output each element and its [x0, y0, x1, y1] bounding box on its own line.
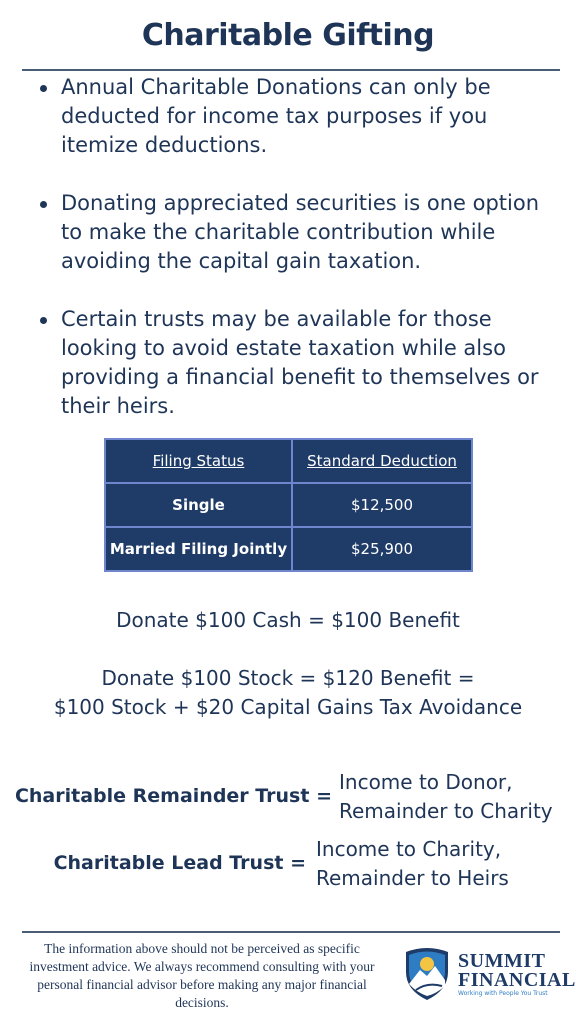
table-header-filing-status: Filing Status — [105, 439, 292, 483]
lead-trust-label: Charitable Lead Trust = — [53, 852, 306, 874]
lead-trust-line2: Remainder to Heirs — [316, 866, 509, 890]
bullet-item: Certain trusts may be available for those looking to avoid estate taxation while also providing a financial benefit to themselves or their heirs. — [22, 305, 552, 421]
table-cell-deduction: $12,500 — [292, 483, 472, 527]
mountain-shield-icon — [402, 946, 452, 1002]
bullet-item: Annual Charitable Donations can only be deducted for income tax purposes if you itemize deductions. — [22, 73, 552, 160]
bullet-list — [22, 73, 552, 450]
table-cell-filing-status: Single — [105, 483, 292, 527]
page-title: Charitable Gifting — [141, 18, 435, 53]
logo-wordmark — [458, 952, 576, 990]
lead-trust-line1: Income to Charity, — [316, 837, 502, 861]
title-divider — [22, 69, 560, 71]
logo-name-line2: FINANCIAL — [458, 969, 576, 991]
standard-deduction-table — [104, 438, 473, 572]
table-row — [105, 483, 472, 527]
table-cell-deduction: $25,900 — [292, 527, 472, 571]
disclaimer-text: The information above should not be perceived as specific investment advice. We always recommend consulting with your personal financial advisor before making any major financial decisions. — [29, 941, 375, 1010]
table-header-row — [105, 439, 472, 483]
table-cell-filing-status: Married Filing Jointly — [105, 527, 292, 571]
remainder-trust-line2: Remainder to Charity — [339, 799, 553, 823]
logo-name-line1: SUMMIT — [458, 950, 546, 972]
footer-divider — [22, 931, 560, 933]
cash-donation-equation: Donate $100 Cash = $100 Benefit — [116, 608, 460, 632]
stock-donation-equation-line1: Donate $100 Stock = $120 Benefit = — [101, 666, 475, 690]
summit-financial-logo — [402, 944, 576, 1004]
remainder-trust-line1: Income to Donor, — [339, 770, 513, 794]
table-row — [105, 527, 472, 571]
logo-tagline: Working with People You Trust — [458, 990, 548, 997]
remainder-trust-label: Charitable Remainder Trust = — [14, 785, 332, 807]
bullet-item: Donating appreciated securities is one option to make the charitable contribution while avoiding the capital gain taxation. — [22, 189, 552, 276]
stock-donation-equation-line2: $100 Stock + $20 Capital Gains Tax Avoidance — [53, 695, 523, 719]
table-header-standard-deduction: Standard Deduction — [292, 439, 472, 483]
